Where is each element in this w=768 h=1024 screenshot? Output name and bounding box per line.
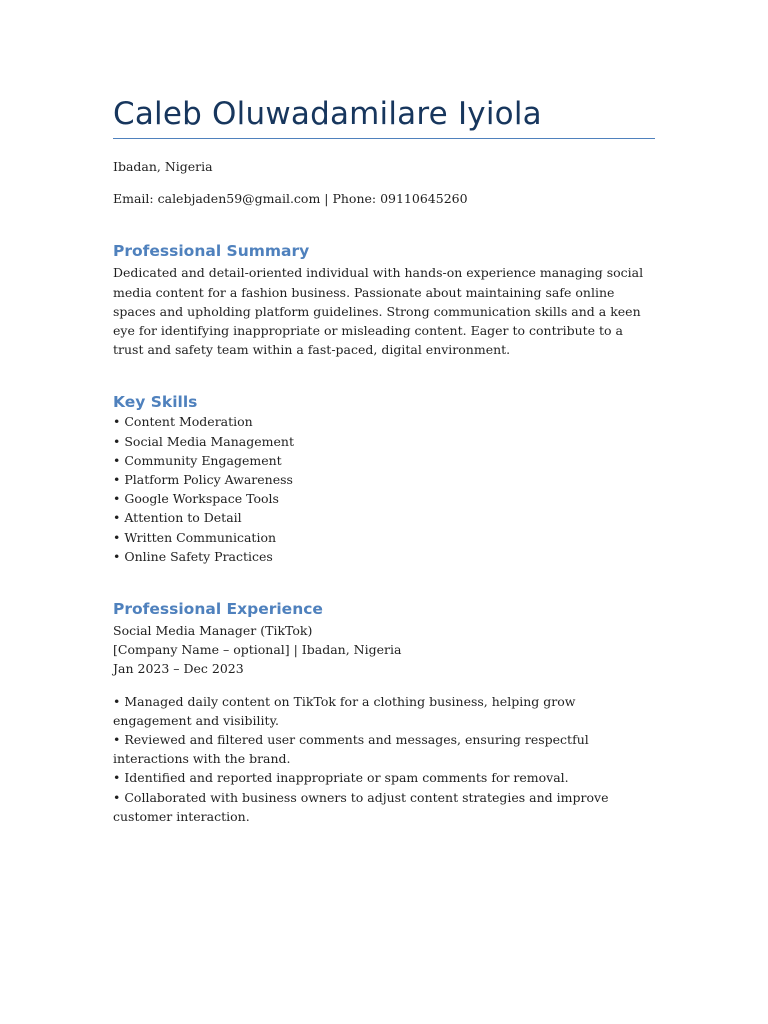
summary-heading: Professional Summary bbox=[113, 242, 310, 261]
summary-text: Dedicated and detail-oriented individual with hands-on experience managing social media content for a fashion business. Passionate about maintaining safe online spaces and upholding platform guidelines. Strong communication skills and a keen eye for identifying inappropriate or misleading content. Eager to contribute to a trust and safety team within a fast-paced, digital environment. bbox=[113, 265, 644, 358]
skills-heading: Key Skills bbox=[113, 393, 198, 412]
duties-list bbox=[113, 692, 655, 826]
summary-section bbox=[113, 241, 655, 359]
contact-line: Email: calebjaden59@gmail.com | Phone: 09110645260 bbox=[113, 191, 468, 207]
duty-item: • Managed daily content on TikTok for a clothing business, helping grow engagement and visibility. bbox=[113, 692, 655, 730]
resume-content bbox=[113, 94, 655, 826]
skill-item: • Social Media Management bbox=[113, 432, 655, 451]
skill-item: • Attention to Detail bbox=[113, 508, 655, 527]
skill-item: • Content Moderation bbox=[113, 412, 655, 431]
skill-item: • Platform Policy Awareness bbox=[113, 470, 655, 489]
skills-list bbox=[113, 412, 655, 566]
experience-section bbox=[113, 599, 655, 826]
job-dates: Jan 2023 – Dec 2023 bbox=[113, 661, 244, 677]
skills-section bbox=[113, 392, 655, 566]
location: Ibadan, Nigeria bbox=[113, 159, 213, 174]
job-role: Social Media Manager (TikTok) bbox=[113, 623, 313, 639]
duty-item: • Identified and reported inappropriate or spam comments for removal. bbox=[113, 768, 655, 787]
skill-item: • Google Workspace Tools bbox=[113, 489, 655, 508]
job-company: [Company Name – optional] | Ibadan, Nigeria bbox=[113, 642, 402, 658]
duty-item: • Collaborated with business owners to adjust content strategies and improve customer interaction. bbox=[113, 788, 655, 826]
spacer bbox=[113, 679, 655, 692]
duty-item: • Reviewed and filtered user comments and messages, ensuring respectful interactions with the brand. bbox=[113, 730, 655, 768]
skill-item: • Written Communication bbox=[113, 528, 655, 547]
candidate-name: Caleb Oluwadamilare Iyiola bbox=[113, 94, 655, 139]
experience-heading: Professional Experience bbox=[113, 600, 323, 619]
skill-item: • Online Safety Practices bbox=[113, 547, 655, 566]
skill-item: • Community Engagement bbox=[113, 451, 655, 470]
